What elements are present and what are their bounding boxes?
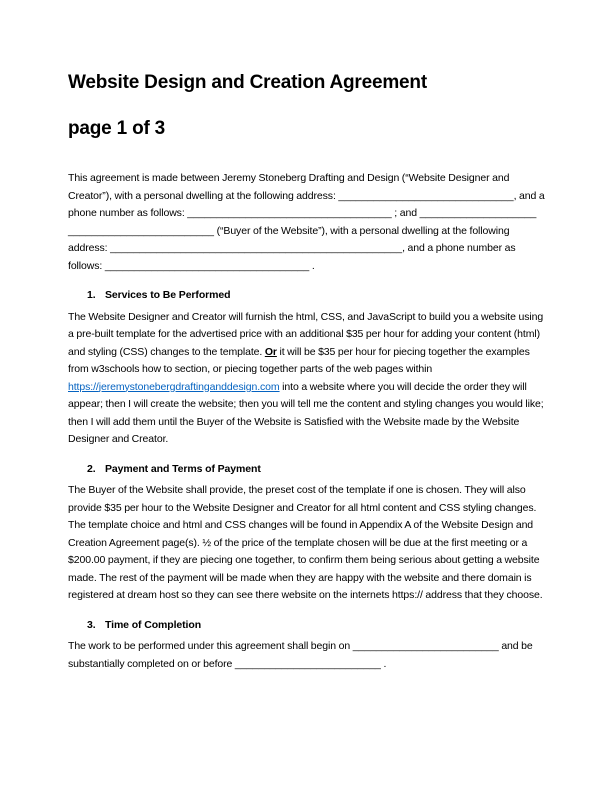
hyperlink[interactable]: https://jeremystonebergdraftinganddesign.com	[68, 380, 280, 393]
text-segment: and be substantially completed on or before	[68, 640, 533, 670]
text-segment: , and a phone number as follows:	[68, 189, 545, 219]
section-title: Time of Completion	[105, 618, 202, 631]
section-heading-services	[68, 287, 549, 305]
text-segment: it will be $35 per hour for piecing together the examples from w3schools how to section, or piecing together parts of the web pages within	[68, 345, 530, 375]
fill-in-blank: _____​_____​_____​_____​_____​_____​_____	[187, 207, 392, 219]
fill-in-blank: _____​_____​_____​_____​_____	[234, 657, 381, 670]
page-indicator: page 1 of 3	[68, 118, 166, 139]
section-number: 3.	[87, 618, 96, 631]
section-heading-time	[68, 617, 549, 635]
fill-in-blank: _____​_____​_____​_____​_____	[352, 640, 499, 652]
section-number: 2.	[87, 462, 96, 475]
text-segment: The Buyer of the Website shall provide, the preset cost of the template if one is chosen. They will also provide $35 per hour to the Website Designer and Creator for all html content and CSS styling changes. The template choice and html and CSS changes will be found in Appendix A of the Website Design and Creation Agreement page(s). ½ of the price of the template chosen will be due at the first meeting or a $200.00 payment, if they are piecing one together, to confirm them being serious about getting a website made. The rest of the payment will be made when they are happy with the website and there domain is registered at dream host so they can see there website on the internets https:// address that they choose.	[68, 484, 543, 601]
text-segment: into a website where you will decide the order they will appear; then I will create the website; then you will tell me the content and styling changes you would like; then I will add them until the Buyer of the Website is Satisfied with the Website made by the Website Designer and Creator.	[68, 380, 544, 445]
text-segment: The Website Designer and Creator will furnish the html, CSS, and JavaScript to build you a website using a pre-built template for the advertised price with an additional $35 per hour for adding your content (html) and styling (CSS) changes to the template.	[68, 310, 544, 358]
text-segment: (“Buyer of the Website”), with a personal dwelling at the following address:	[68, 224, 510, 254]
section-number: 1.	[87, 289, 96, 301]
text-segment: .	[380, 657, 387, 670]
text-segment: .	[309, 259, 315, 272]
time-paragraph	[68, 638, 549, 673]
document-title: Website Design and Creation Agreement	[68, 72, 427, 93]
section-title: Services to Be Performed	[105, 289, 231, 301]
text-segment: Or	[264, 345, 277, 358]
section-title: Payment and Terms of Payment	[105, 462, 261, 475]
text-segment: The work to be performed under this agreement shall begin on	[68, 640, 353, 652]
fill-in-blank: _____​_____​_____​_____​_____​_____	[338, 189, 514, 202]
fill-in-blank: _____​_____​_____​_____​_____​_____​_____​_____​_____​_____	[110, 242, 403, 254]
section-heading-payment	[68, 461, 549, 479]
text-segment: , and a phone number as follows:	[68, 242, 516, 272]
intro-paragraph	[68, 170, 549, 275]
text-segment: This agreement is made between Jeremy Stoneberg Drafting and Design (“Website Designer and Creator”), with a personal dwelling at the following address:	[68, 172, 510, 202]
services-paragraph	[68, 309, 549, 449]
fill-in-blank: _____​_____​_____​_____​_____​_____​_____​_____​_____	[68, 207, 537, 237]
payment-paragraph	[68, 482, 549, 605]
fill-in-blank: _____​_____​_____​_____​_____​_____​_____	[104, 259, 310, 272]
text-segment: ; and	[391, 207, 420, 219]
